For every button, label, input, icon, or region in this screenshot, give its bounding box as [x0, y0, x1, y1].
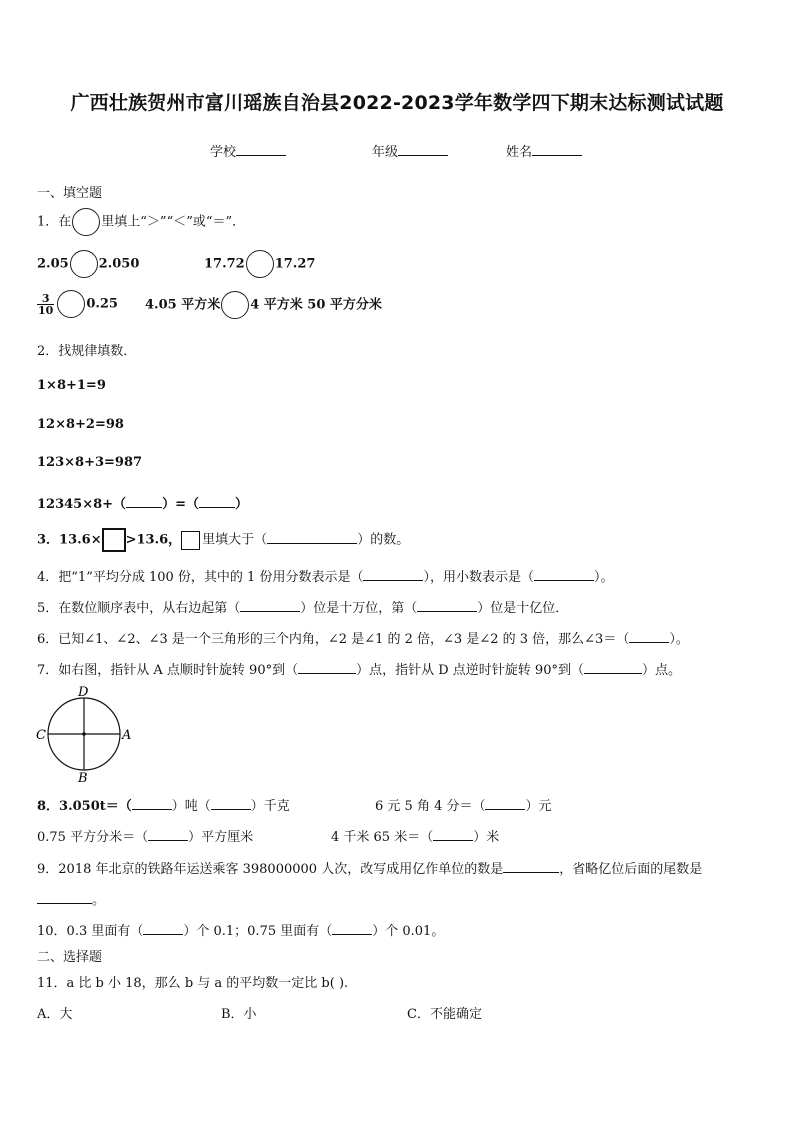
question-4	[37, 566, 613, 585]
q2-last-end: ）	[234, 497, 248, 512]
q8-item-b	[375, 795, 552, 814]
q8-a2: ）吨（	[171, 799, 211, 814]
label-a: A	[122, 728, 132, 743]
question-3	[37, 528, 409, 552]
q3-mid: >13.6，	[125, 532, 182, 548]
q9-a: 9．2018 年北京的铁路年运送乘客 398000000 人次，改写成用亿作单位的数是	[37, 862, 504, 877]
section-heading-choice: 二、选择题	[37, 950, 103, 965]
q8-blank-5[interactable]	[433, 828, 473, 841]
q8-blank-1[interactable]	[132, 797, 172, 810]
q1-prefix: 1．在	[37, 214, 72, 230]
q2-line-4	[37, 493, 248, 512]
section-heading-fill: 一、填空题	[37, 186, 103, 201]
question-2-stem: 2．找规律填数．	[37, 344, 137, 359]
question-7	[37, 659, 681, 678]
q1-item-b	[204, 250, 315, 278]
q9-b: ，省略亿位后面的尾数是	[559, 862, 703, 877]
q1a-answer-circle[interactable]	[70, 250, 98, 278]
q8-a3: ）千克	[250, 799, 290, 814]
q7-b: ）点，指针从 D 点逆时针旋转 90°到（	[356, 663, 584, 678]
q5-b: ）位是十万位，第（	[300, 601, 418, 616]
q8-blank-4[interactable]	[148, 828, 188, 841]
question-5	[37, 597, 568, 616]
q6-a: 6．已知∠1、∠2、∠3 是一个三角形的三个内角，∠2 是∠1 的 2 倍，∠3 是∠2 的 3 倍，那么∠3＝（	[37, 632, 630, 647]
q8-item-a	[37, 795, 290, 814]
question-11-stem: 11．a 比 b 小 18，那么 b 与 a 的平均数一定比 b( ).	[37, 976, 349, 991]
q4-b: ），用小数表示是（	[423, 570, 534, 585]
q1d-left: 4.05 平方米	[145, 297, 221, 313]
diagram-center-dot	[82, 732, 86, 736]
name-field[interactable]	[506, 141, 582, 160]
q6-b: ）。	[669, 632, 689, 647]
q7-blank-2[interactable]	[584, 661, 642, 674]
q9-c: 。	[92, 893, 106, 908]
q1a-left: 2.05	[37, 256, 69, 272]
q10-a: 10．0.3 里面有（	[37, 924, 144, 939]
grade-field[interactable]	[372, 141, 448, 160]
q10-blank-1[interactable]	[143, 922, 183, 935]
q5-a: 5．在数位顺序表中，从右边起第（	[37, 601, 241, 616]
option-c[interactable]: C．不能确定	[407, 1007, 482, 1022]
fraction-denominator: 10	[38, 303, 54, 317]
school-field[interactable]	[210, 141, 286, 160]
q8-item-c	[37, 826, 253, 845]
q1-suffix: 里填上“＞”“＜”或“＝”．	[101, 214, 246, 230]
label-b: B	[78, 771, 88, 784]
question-9-line-2	[37, 889, 105, 908]
option-b[interactable]: B．小	[221, 1007, 257, 1022]
option-a[interactable]: A．大	[37, 1007, 73, 1022]
q2-line-2: 12×8+2=98	[37, 417, 124, 432]
q8-d1: 4 千米 65 米＝（	[331, 830, 434, 845]
q2-line-3: 123×8+3=987	[37, 455, 143, 470]
q7-c: ）点。	[641, 663, 681, 678]
fraction-numerator: 3	[37, 293, 54, 305]
q10-blank-2[interactable]	[332, 922, 372, 935]
grade-label: 年级	[372, 145, 399, 160]
q1d-right: 4 平方米 50 平方分米	[250, 297, 382, 313]
q8-blank-3[interactable]	[485, 797, 525, 810]
q3-blank[interactable]	[267, 531, 357, 544]
q2-line-1: 1×8+1=9	[37, 378, 106, 393]
q8-d2: ）米	[473, 830, 500, 845]
q5-blank-2[interactable]	[417, 599, 477, 612]
q7-blank-1[interactable]	[298, 661, 356, 674]
question-1-stem	[37, 208, 245, 236]
answer-box-icon[interactable]	[102, 528, 126, 552]
q8-b1: 6 元 5 角 4 分＝（	[375, 799, 486, 814]
q5-c: ）位是十亿位．	[477, 601, 569, 616]
q7-a: 7．如右图，指针从 A 点顺时针旋转 90°到（	[37, 663, 299, 678]
q1-item-d	[145, 291, 382, 319]
small-box-icon	[181, 531, 200, 550]
clock-circle-diagram	[32, 684, 136, 784]
question-10	[37, 920, 444, 939]
q2-blank-2[interactable]	[199, 495, 235, 508]
q4-a: 4．把“1”平均分成 100 份，其中的 1 份用分数表示是（	[37, 570, 364, 585]
q10-b: ）个 0.1；0.75 里面有（	[183, 924, 333, 939]
q4-c: ）。	[593, 570, 614, 585]
q3-after-box: 里填大于（	[202, 532, 268, 548]
q3-end: ）的数。	[357, 532, 410, 548]
label-c: C	[36, 728, 46, 743]
name-label: 姓名	[506, 145, 533, 160]
q9-blank-2[interactable]	[37, 891, 92, 904]
q1c-answer-circle[interactable]	[57, 290, 85, 318]
q1a-right: 2.050	[98, 256, 140, 272]
q4-blank-2[interactable]	[534, 568, 594, 581]
school-label: 学校	[210, 145, 237, 160]
q1b-answer-circle[interactable]	[246, 250, 274, 278]
q2-last-mid: ）=（	[162, 497, 199, 512]
q1d-answer-circle[interactable]	[221, 291, 249, 319]
q4-blank-1[interactable]	[363, 568, 423, 581]
q6-blank[interactable]	[629, 630, 669, 643]
page-title: 广西壮族贺州市富川瑶族自治县2022-2023学年数学四下期末达标测试试题	[70, 92, 724, 114]
label-d: D	[78, 685, 89, 700]
question-6	[37, 628, 689, 647]
q8-a1: 8．3.050t＝（	[37, 799, 132, 814]
q1b-left: 17.72	[204, 256, 245, 272]
q8-item-d	[331, 826, 499, 845]
q8-c1: 0.75 平方分米＝（	[37, 830, 149, 845]
q10-c: ）个 0.01。	[372, 924, 445, 939]
q1b-right: 17.27	[274, 256, 316, 272]
q1-item-a	[37, 250, 139, 278]
question-9	[37, 858, 702, 877]
q9-blank-1[interactable]	[503, 860, 559, 873]
q8-b2: ）元	[525, 799, 552, 814]
q1c-right: 0.25	[86, 296, 118, 312]
compare-circle-icon	[72, 208, 100, 236]
q8-blank-2[interactable]	[211, 797, 251, 810]
fraction-3-10	[37, 293, 54, 316]
q5-blank-1[interactable]	[240, 599, 300, 612]
q3-prefix: 3．13.6×	[37, 532, 102, 548]
q1-item-c	[37, 290, 118, 318]
q2-last-prefix: 12345×8+（	[37, 497, 127, 512]
q8-c2: ）平方厘米	[188, 830, 254, 845]
q2-blank-1[interactable]	[126, 495, 162, 508]
